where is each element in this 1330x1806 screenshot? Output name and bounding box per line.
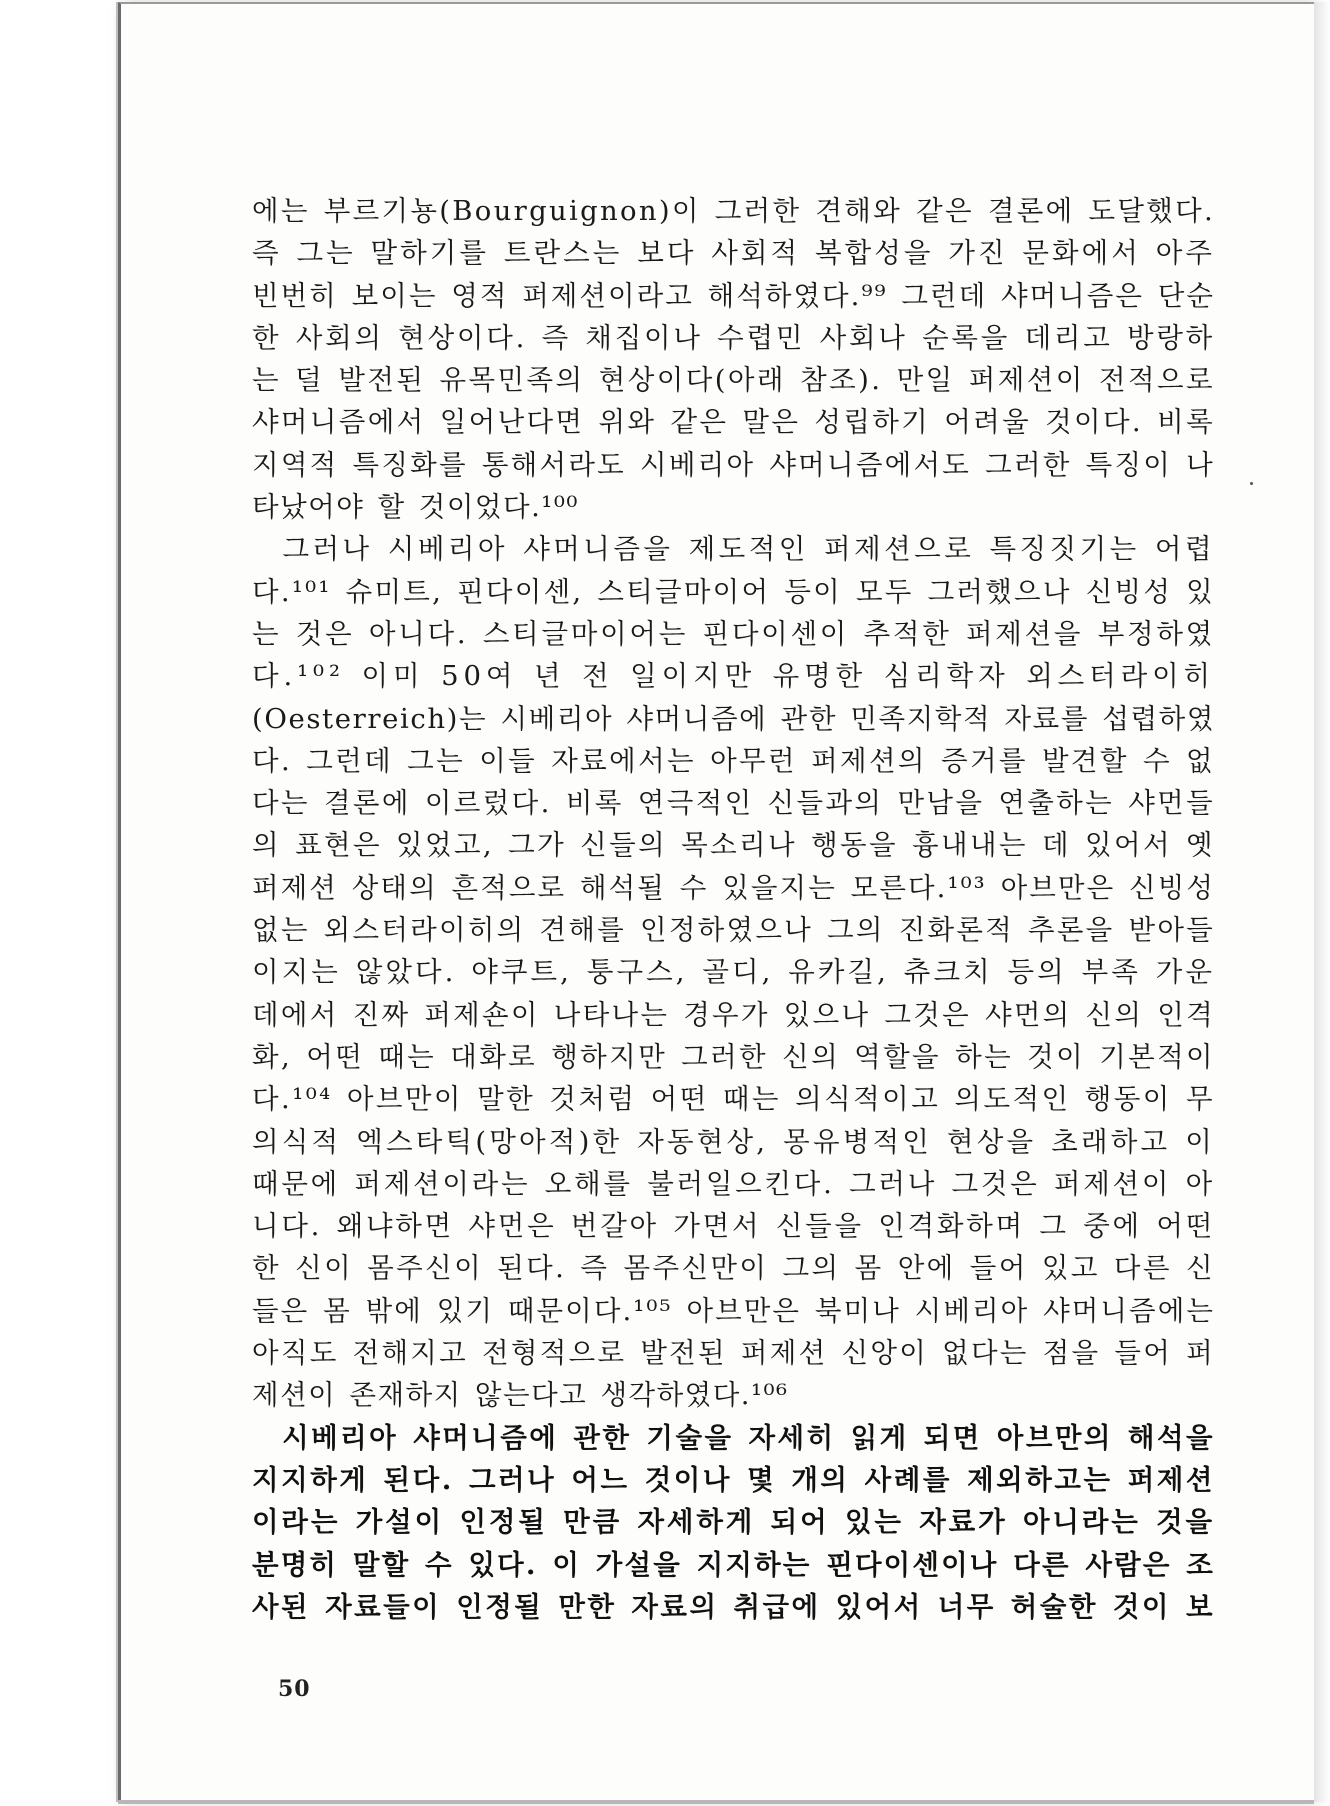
- line-text: 그러나 시베리아 샤머니즘을 제도적인 퍼제션으로 특징짓기는 어렵: [252, 533, 1215, 566]
- stray-mark: [1250, 482, 1253, 485]
- text-line: [252, 401, 1215, 443]
- body-text: [252, 190, 1215, 1628]
- line-text: 샤머니즘에서 일어난다면 위와 같은 말은 성립하기 어려울 것이다. 비록: [252, 406, 1215, 439]
- text-line: [252, 1121, 1215, 1163]
- line-text: 들은 몸 밖에 있기 때문이다.¹⁰⁵ 아브만은 북미나 시베리아 샤머니즘에는: [252, 1294, 1215, 1327]
- line-text: 의식적 엑스타틱(망아적)한 자동현상, 몽유병적인 현상을 초래하고 이: [252, 1125, 1215, 1158]
- text-line: [252, 1247, 1215, 1289]
- text-line: [252, 528, 1215, 570]
- paragraph-3: [252, 1417, 1215, 1628]
- line-text: 빈번히 보이는 영적 퍼제션이라고 해석하였다.⁹⁹ 그런데 샤머니즘은 단순: [252, 279, 1215, 312]
- text-line: [252, 1078, 1215, 1120]
- text-line: [252, 655, 1215, 697]
- paragraph-2: [252, 528, 1215, 1416]
- page-bottom-edge: [118, 1800, 1314, 1804]
- line-text: 분명히 말할 수 있다. 이 가설을 지지하는 핀다이센이나 다른 사람은 조: [252, 1548, 1215, 1581]
- text-line: [252, 1290, 1215, 1332]
- line-text: 사된 자료들이 인정될 만한 자료의 취급에 있어서 너무 허술한 것이 보: [252, 1590, 1215, 1623]
- line-text: 없는 외스터라이히의 견해를 인정하였으나 그의 진화론적 추론을 받아들: [252, 914, 1215, 947]
- line-text: 다. 그런데 그는 이들 자료에서는 아무런 퍼제션의 증거를 발견할 수 없: [252, 744, 1215, 777]
- line-text: 지역적 특징화를 통해서라도 시베리아 샤머니즘에서도 그러한 특징이 나: [252, 448, 1215, 481]
- text-line: [252, 190, 1215, 232]
- text-line: [252, 740, 1215, 782]
- line-text: 지지하게 된다. 그러나 어느 것이나 몇 개의 사례를 제외하고는 퍼제션: [252, 1463, 1215, 1496]
- text-line: [252, 1501, 1215, 1543]
- line-text: 다.¹⁰⁴ 아브만이 말한 것처럼 어떤 때는 의식적이고 의도적인 행동이 무: [252, 1083, 1215, 1116]
- text-line: [252, 1036, 1215, 1078]
- text-line: [252, 486, 1215, 528]
- text-line: [252, 613, 1215, 655]
- text-line: [252, 1163, 1215, 1205]
- text-line: [252, 317, 1215, 359]
- line-text: 시베리아 샤머니즘에 관한 기술을 자세히 읽게 되면 아브만의 해석을: [252, 1421, 1215, 1454]
- text-line: [252, 867, 1215, 909]
- text-line: [252, 1586, 1215, 1628]
- line-text: 이지는 않았다. 야쿠트, 퉁구스, 골디, 유카길, 츄크치 등의 부족 가운: [252, 956, 1215, 989]
- line-text: 이라는 가설이 인정될 만큼 자세하게 되어 있는 자료가 아니라는 것을: [252, 1506, 1215, 1539]
- line-text: 에는 부르기뇽(Bourguignon)이 그러한 견해와 같은 결론에 도달했다.: [252, 195, 1215, 227]
- text-line: [252, 1374, 1215, 1416]
- page-number: 50: [278, 1676, 311, 1702]
- line-text: 화, 어떤 때는 대화로 행하지만 그러한 신의 역할을 하는 것이 기본적이: [252, 1040, 1215, 1073]
- text-line: [252, 232, 1215, 274]
- line-text: 아직도 전해지고 전형적으로 발전된 퍼제션 신앙이 없다는 점을 들어 퍼: [252, 1337, 1215, 1370]
- line-text: 데에서 진짜 퍼제숀이 나타나는 경우가 있으나 그것은 샤먼의 신의 인격: [252, 998, 1215, 1031]
- text-line: [252, 1459, 1215, 1501]
- text-line: [252, 1544, 1215, 1586]
- text-line: [252, 359, 1215, 401]
- line-text: 는 것은 아니다. 스티글마이어는 핀다이센이 추적한 퍼제션을 부정하였: [252, 617, 1215, 650]
- text-line: [252, 782, 1215, 824]
- line-text: 즉 그는 말하기를 트란스는 보다 사회적 복합성을 가진 문화에서 아주: [252, 237, 1215, 270]
- text-line: [252, 698, 1215, 740]
- line-text: 때문에 퍼제션이라는 오해를 불러일으킨다. 그러나 그것은 퍼제션이 아: [252, 1167, 1215, 1200]
- text-line: [252, 571, 1215, 613]
- line-text: 는 덜 발전된 유목민족의 현상이다(아래 참조). 만일 퍼제션이 전적으로: [252, 364, 1215, 397]
- text-line: [252, 1205, 1215, 1247]
- line-text: 의 표현은 있었고, 그가 신들의 목소리나 행동을 흉내내는 데 있어서 옛: [252, 829, 1215, 862]
- page-right-edge: [1314, 2, 1330, 1802]
- text-line: [252, 275, 1215, 317]
- line-text: 다.¹⁰¹ 슈미트, 핀다이센, 스티글마이어 등이 모두 그러했으나 신빙성 있: [252, 575, 1215, 608]
- line-text: (Oesterreich)는 시베리아 샤머니즘에 관한 민족지학적 자료를 섭렵하였: [252, 702, 1215, 735]
- text-line: [252, 994, 1215, 1036]
- line-text: 제션이 존재하지 않는다고 생각하였다.¹⁰⁶: [252, 1379, 789, 1412]
- text-line: [252, 951, 1215, 993]
- line-text: 한 신이 몸주신이 된다. 즉 몸주신만이 그의 몸 안에 들어 있고 다른 신: [252, 1252, 1215, 1285]
- line-text: 다는 결론에 이르렀다. 비록 연극적인 신들과의 만남을 연출하는 샤먼들: [252, 787, 1215, 820]
- text-line: [252, 909, 1215, 951]
- text-line: [252, 1417, 1215, 1459]
- paragraph-1: [252, 190, 1215, 528]
- text-line: [252, 824, 1215, 866]
- text-line: [252, 1332, 1215, 1374]
- line-text: 타났어야 할 것이었다.¹⁰⁰: [252, 491, 579, 524]
- line-text: 퍼제션 상태의 흔적으로 해석될 수 있을지는 모른다.¹⁰³ 아브만은 신빙성: [252, 871, 1215, 904]
- text-line: [252, 444, 1215, 486]
- line-text: 니다. 왜냐하면 샤먼은 번갈아 가면서 신들을 인격화하며 그 중에 어떤: [252, 1210, 1215, 1243]
- line-text: 다.¹⁰² 이미 50여 년 전 일이지만 유명한 심리학자 외스터라이히: [252, 660, 1215, 693]
- line-text: 한 사회의 현상이다. 즉 채집이나 수렵민 사회나 순록을 데리고 방랑하: [252, 321, 1215, 354]
